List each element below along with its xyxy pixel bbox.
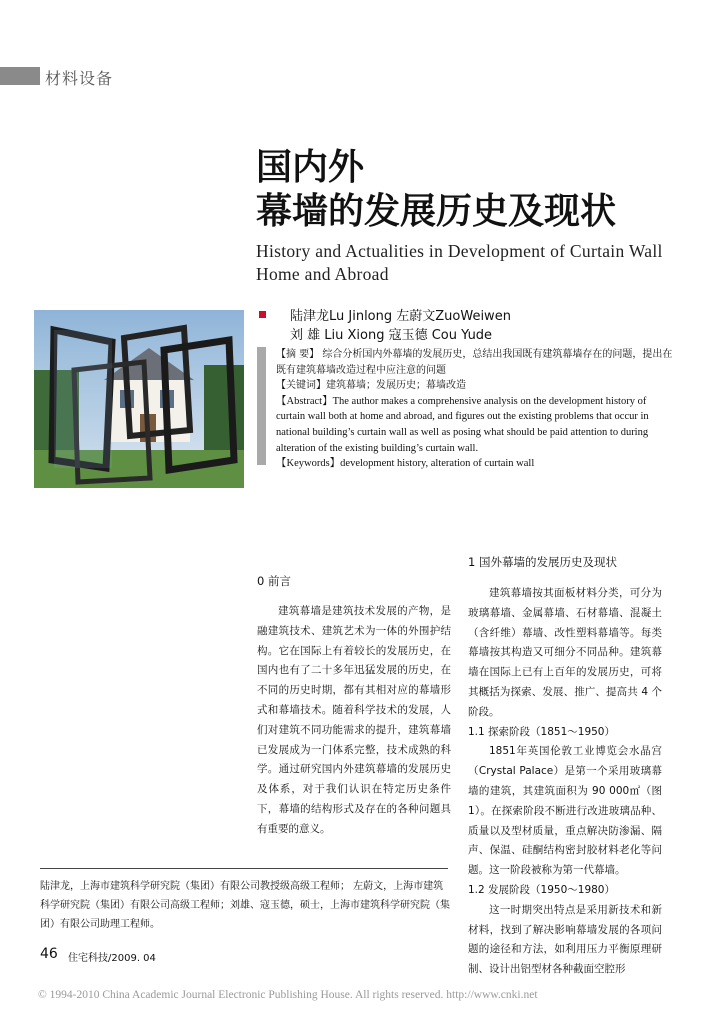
authors-line2: 刘 雄 Liu Xiong 寇玉德 Cou Yude: [290, 328, 493, 343]
section-label: 材料设备: [45, 69, 114, 88]
title-chinese: [256, 146, 616, 234]
keywords-cn-text: 建筑幕墙；发展历史；幕墙改造: [326, 380, 466, 392]
right-heading: 1 国外幕墙的发展历史及现状: [468, 555, 617, 569]
subsection-1-1: 1.1 探索阶段（1851～1950）: [468, 725, 615, 738]
title-chinese-line2: 幕墙的发展历史及现状: [256, 191, 617, 232]
left-heading: 0 前言: [257, 574, 291, 588]
abstract-en-label: 【Abstract】: [276, 395, 333, 407]
title-chinese-line1: 国内外: [256, 147, 365, 188]
left-column-body: [257, 602, 451, 840]
keywords-en: [276, 456, 676, 472]
right-paragraph-2: 1851年英国伦敦工业博览会水晶宫（Crystal Palace）是第一个采用玻璃幕墙的建筑，其建筑面积为 90 000㎡（图1）。在探索阶段不断进行改进玻璃品种、质量以及型材质量，重点解决防渗漏、隔声、保温、硅酮结构密封胶材料老化等问题。这一阶段被称为第一代幕墙。: [468, 745, 662, 877]
right-column-body: [468, 584, 662, 980]
footnote-rule: [40, 868, 448, 869]
author-bullet: [259, 311, 266, 318]
right-paragraph-3: 这一时期突出特点是采用新技术和新材料，找到了解决影响幕墙发展的各项问题的途径和方法，如利用压力平衡原理研制、设计出铝型材各种截面空腔形: [468, 903, 662, 976]
left-paragraph: 建筑幕墙是建筑技术发展的产物，是融建筑技术、建筑艺术为一体的外围护结构。它在国际上有着较长的发展历史，在国内也有了二十多年迅猛发展的历史，在不同的历史时期，都有其相对应的幕墙形式和幕墙技术。随着科学技术的发展，人们对建筑不同功能需求的提升，建筑幕墙已发展成为一门体系完整，技术成熟的科学。通过研究国内外建筑幕墙的发展历史及体系，对于我们认识在特定历史条件下，幕墙的结构形式及存在的各种问题具有重要的意义。: [257, 605, 451, 835]
abstract-cn-label: 【摘 要】: [276, 349, 320, 360]
abstract-cn: [276, 347, 676, 378]
abstract-block: [276, 347, 676, 472]
keywords-cn-label: 【关键词】: [276, 380, 326, 392]
curtain-wall-photo: [34, 310, 244, 488]
title-english-line2: Home and Abroad: [256, 264, 389, 284]
page-number: 46: [40, 946, 58, 962]
journal-issue: 住宅科技/2009. 04: [68, 953, 156, 964]
keywords-en-text: development history, alteration of curtain wall: [340, 458, 535, 470]
title-english: [256, 240, 676, 286]
section-marker-bar: [0, 67, 40, 85]
copyright-line: © 1994-2010 China Academic Journal Electronic Publishing House. All rights reserved. http://www.cnki.net: [38, 989, 538, 1001]
right-paragraph-1: 建筑幕墙按其面板材料分类，可分为玻璃幕墙、金属幕墙、石材幕墙、混凝土（含纤维）幕墙、改性塑料幕墙等。每类幕墙按其构造又可细分不同品种。建筑幕墙在国际上已有上百年的发展历史，可将其概括为探索、发展、推广、提高共 4 个阶段。: [468, 587, 662, 718]
title-english-line1: History and Actualities in Development of Curtain Wall: [256, 241, 663, 261]
subsection-1-2: 1.2 发展阶段（1950～1980）: [468, 883, 615, 896]
abstract-cn-text: 综合分析国内外幕墙的发展历史，总结出我国既有建筑幕墙存在的问题，提出在既有建筑幕墙改造过程中应注意的问题: [276, 349, 673, 376]
authors-line1: 陆津龙Lu Jinlong 左蔚文ZuoWeiwen: [290, 309, 511, 324]
abstract-sidebar: [257, 347, 266, 465]
abstract-en-text: The author makes a comprehensive analysis on the development history of curtain wall both at home and abroad, and figures out the existing problems that occur in national building’s curtain wall as well as posing what should be paid attention to during alteration of the existing building’s curtain wall.: [276, 395, 649, 454]
keywords-cn: [276, 378, 676, 394]
abstract-en: [276, 394, 676, 456]
keywords-en-label: 【Keywords】: [276, 458, 341, 470]
author-footnote: 陆津龙，上海市建筑科学研究院（集团）有限公司教授级高级工程师； 左蔚文，上海市建筑科学研究院（集团）有限公司高级工程师；刘雄、寇玉德，硕士，上海市建筑科学研究院（集团）有限公司助理工程师。: [40, 881, 450, 930]
